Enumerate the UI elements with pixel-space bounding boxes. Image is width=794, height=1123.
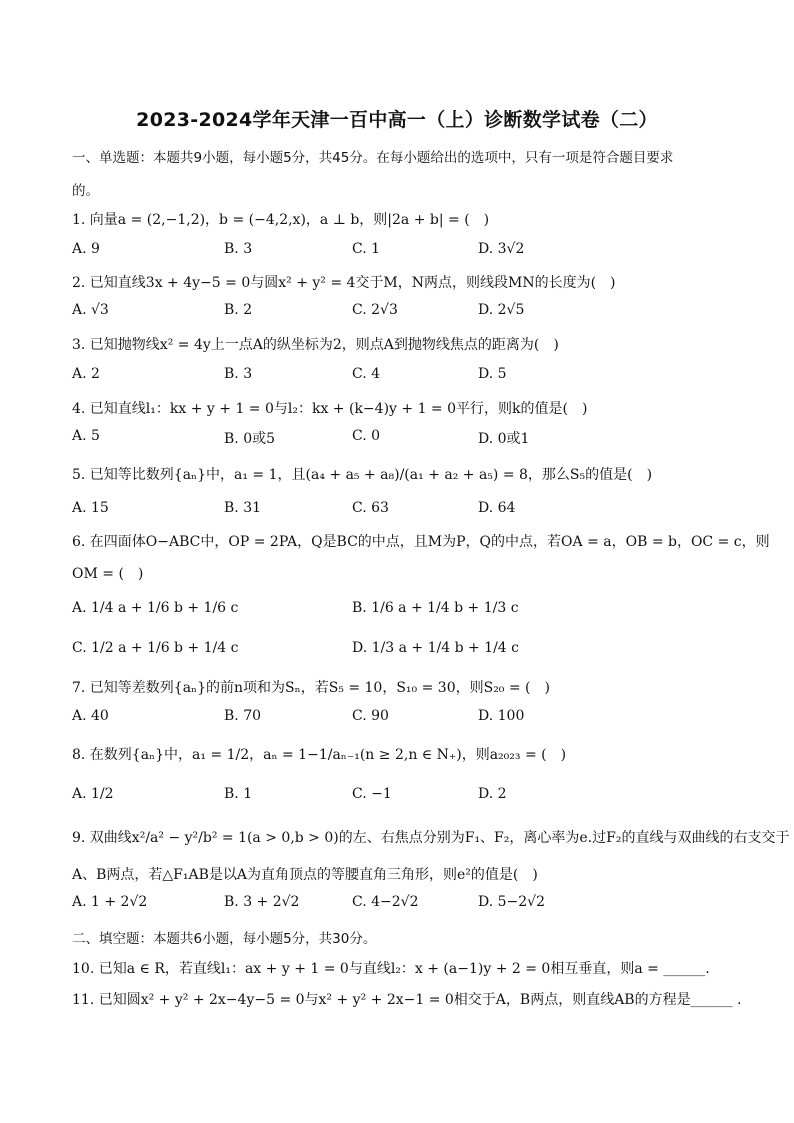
q6-option-d: D. 1/3 a + 1/4 b + 1/4 c (352, 640, 519, 656)
q2-option-a: A. √3 (72, 302, 109, 318)
q3-option-b: B. 3 (224, 366, 253, 382)
question-10: 10. 已知a ∈ R，若直线l₁：ax + y + 1 = 0与直线l₂：x + (a−1)y + 2 = 0相互垂直，则a = ______. (72, 961, 710, 977)
q2-option-b: B. 2 (224, 302, 253, 318)
section-single-choice-header: 一、单选题：本题共9小题，每小题5分，共45分。在每小题给出的选项中，只有一项是符合题目要求 (72, 150, 674, 166)
q1-option-b: B. 3 (224, 241, 253, 257)
q1-option-d: D. 3√2 (478, 241, 525, 257)
q4-option-a: A. 5 (72, 428, 100, 444)
q2-option-c: C. 2√3 (352, 302, 398, 318)
q9-option-c: C. 4−2√2 (352, 894, 419, 910)
q5-option-c: C. 63 (352, 500, 389, 516)
question-8: 8. 在数列{aₙ}中，a₁ = 1/2，aₙ = 1−1/aₙ₋₁(n ≥ 2,n ∈ N₊)，则a₂₀₂₃ = ( ) (72, 747, 567, 763)
q5-option-a: A. 15 (72, 500, 109, 516)
question-2: 2. 已知直线3x + 4y−5 = 0与圆x² + y² = 4交于M，N两点，则线段MN的长度为( ) (72, 275, 616, 291)
q5-option-b: B. 31 (224, 500, 262, 516)
q6-option-b: B. 1/6 a + 1/4 b + 1/3 c (352, 600, 519, 616)
q4-option-c: C. 0 (352, 428, 381, 444)
q3-option-a: A. 2 (72, 366, 100, 382)
q9-option-d: D. 5−2√2 (478, 894, 545, 910)
q9-option-a: A. 1 + 2√2 (72, 894, 148, 910)
question-9-cont: A、B两点，若△F₁AB是以A为直角顶点的等腰直角三角形，则e²的值是( ) (72, 867, 538, 883)
question-11: 11. 已知圆x² + y² + 2x−4y−5 = 0与x² + y² + 2x−1 = 0相交于A，B两点，则直线AB的方程是______ . (72, 992, 742, 1008)
question-1: 1. 向量a = (2,−1,2)，b = (−4,2,x)，a ⊥ b，则|2a + b| = ( ) (72, 212, 490, 228)
q3-option-c: C. 4 (352, 366, 381, 382)
section-fill-blank-header: 二、填空题：本题共6小题，每小题5分，共30分。 (72, 931, 377, 947)
section-single-choice-header-cont: 的。 (72, 183, 99, 199)
q8-option-b: B. 1 (224, 786, 253, 802)
q2-option-d: D. 2√5 (478, 302, 525, 318)
question-9: 9. 双曲线x²/a² − y²/b² = 1(a > 0,b > 0)的左、右焦点分别为F₁、F₂，离心率为e.过F₂的直线与双曲线的右支交于 (72, 830, 790, 846)
q7-option-c: C. 90 (352, 708, 389, 724)
q8-option-d: D. 2 (478, 786, 507, 802)
q1-option-c: C. 1 (352, 241, 381, 257)
question-4: 4. 已知直线l₁：kx + y + 1 = 0与l₂：kx + (k−4)y + 1 = 0平行，则k的值是( ) (72, 401, 588, 417)
q8-option-c: C. −1 (352, 786, 392, 802)
q3-option-d: D. 5 (478, 366, 507, 382)
q7-option-a: A. 40 (72, 708, 109, 724)
q6-option-c: C. 1/2 a + 1/6 b + 1/4 c (72, 640, 239, 656)
question-5: 5. 已知等比数列{aₙ}中，a₁ = 1，且(a₄ + a₅ + a₈)/(a₁ + a₂ + a₅) = 8，那么S₅的值是( ) (72, 467, 653, 483)
q4-option-b: B. 0或5 (224, 431, 276, 447)
q6-option-a: A. 1/4 a + 1/6 b + 1/6 c (72, 600, 239, 616)
q1-option-a: A. 9 (72, 241, 100, 257)
q9-option-b: B. 3 + 2√2 (224, 894, 300, 910)
exam-title: 2023-2024学年天津一百中高一（上）诊断数学试卷（二） (136, 109, 658, 131)
q8-option-a: A. 1/2 (72, 786, 114, 802)
question-7: 7. 已知等差数列{aₙ}的前n项和为Sₙ，若S₅ = 10，S₁₀ = 30，则S₂₀ = ( ) (72, 680, 550, 696)
question-6-cont: OM = ( ) (72, 566, 144, 582)
question-3: 3. 已知抛物线x² = 4y上一点A的纵坐标为2，则点A到抛物线焦点的距离为( ) (72, 337, 559, 353)
q7-option-d: D. 100 (478, 708, 525, 724)
q7-option-b: B. 70 (224, 708, 262, 724)
q5-option-d: D. 64 (478, 500, 516, 516)
question-6: 6. 在四面体O−ABC中，OP = 2PA，Q是BC的中点，且M为P，Q的中点，若OA = a，OB = b，OC = c，则 (72, 534, 770, 550)
q4-option-d: D. 0或1 (478, 431, 530, 447)
